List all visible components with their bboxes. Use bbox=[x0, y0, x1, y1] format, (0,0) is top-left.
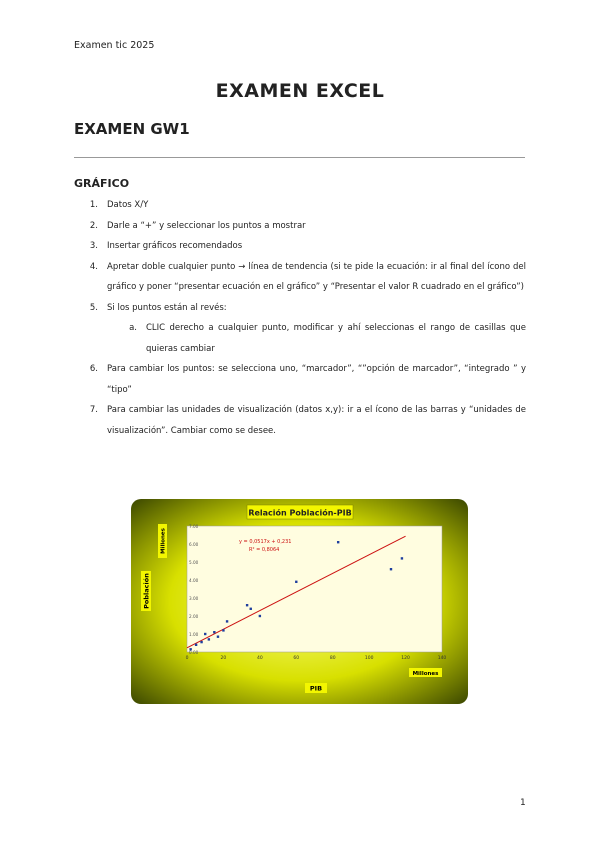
data-point bbox=[200, 641, 202, 643]
data-point bbox=[390, 568, 392, 570]
item-text: Apretar doble cualquier punto → línea de tendencia (si te pide la ecuación: ir al final del ícono del gráfico y poner “presentar ecuación en el gráfico” y “Presentar el valor R cuadrado en el gráfico”) bbox=[107, 261, 526, 292]
section-heading: GRÁFICO bbox=[74, 177, 130, 190]
x-tick-label: 0 bbox=[185, 656, 189, 661]
y-tick-label: 6.00 bbox=[189, 542, 199, 547]
x-tick-label: 120 bbox=[401, 656, 410, 661]
chart-svg bbox=[131, 499, 468, 704]
horizontal-rule bbox=[74, 157, 525, 158]
x-units-label: Millones bbox=[412, 671, 439, 677]
x-tick-label: 60 bbox=[293, 656, 300, 661]
trend-r2: R² = 0,8064 bbox=[249, 547, 280, 553]
x-tick-label: 80 bbox=[329, 656, 336, 661]
subtitle: EXAMEN GW1 bbox=[74, 120, 190, 138]
data-point bbox=[222, 629, 224, 631]
x-tick-label: 140 bbox=[437, 656, 447, 661]
item-number: 5. bbox=[89, 302, 98, 313]
y-tick-label: 4.00 bbox=[189, 578, 199, 583]
data-point bbox=[213, 631, 215, 633]
data-point bbox=[337, 541, 339, 543]
trend-equation: y = 0,0517x + 0,231 bbox=[239, 539, 292, 545]
item-text: Datos X/Y bbox=[107, 200, 149, 210]
page-number: 1 bbox=[520, 798, 526, 808]
item-number: a. bbox=[129, 323, 137, 333]
list-item bbox=[74, 195, 526, 216]
item-text: CLIC derecho a cualquier punto, modificar y ahí seleccionas el rango de casillas que quieras cambiar bbox=[146, 323, 526, 354]
item-number: 7. bbox=[89, 405, 98, 415]
data-point bbox=[195, 644, 197, 646]
x-axis-label: PIB bbox=[309, 684, 323, 693]
y-axis-label: Población bbox=[142, 573, 151, 609]
instruction-list bbox=[74, 195, 526, 441]
y-tick-label: 0.00 bbox=[189, 650, 199, 655]
y-tick-label: 2.00 bbox=[189, 614, 199, 619]
data-point bbox=[217, 636, 219, 638]
scatter-chart bbox=[131, 499, 468, 704]
x-tick-label: 100 bbox=[364, 656, 374, 661]
y-units-label: Millones bbox=[160, 528, 167, 554]
data-point bbox=[246, 604, 248, 606]
data-point bbox=[189, 648, 191, 650]
data-point bbox=[226, 620, 228, 622]
item-number: 4. bbox=[89, 261, 98, 272]
y-tick-label: 7.00 bbox=[189, 524, 199, 529]
page-header: Examen tic 2025 bbox=[74, 40, 155, 51]
list-item bbox=[74, 236, 526, 257]
list-item bbox=[74, 257, 526, 298]
y-tick-label: 3.00 bbox=[189, 596, 199, 601]
list-item bbox=[74, 359, 526, 400]
item-text: Para cambiar las unidades de visualización (datos x,y): ir a el ícono de las barras y “unidades de visualización”. Cambiar como se desee. bbox=[107, 405, 526, 436]
x-tick-label: 20 bbox=[220, 656, 227, 661]
item-text: Para cambiar los puntos: se selecciona uno, “marcador”, “”opción de marcador”, “integrado ” y “tipo” bbox=[107, 364, 526, 395]
sub-list-item bbox=[74, 318, 526, 359]
data-point bbox=[259, 615, 261, 617]
item-text: Insertar gráficos recomendados bbox=[107, 241, 243, 251]
data-point bbox=[401, 557, 403, 559]
plot-area bbox=[187, 526, 442, 652]
page-title: EXAMEN EXCEL bbox=[215, 80, 385, 102]
item-text: Darle a “+” y seleccionar los puntos a mostrar bbox=[107, 220, 306, 231]
item-number: 1. bbox=[89, 200, 98, 210]
chart-title: Relación Población-PIB bbox=[248, 508, 352, 518]
item-number: 6. bbox=[89, 364, 98, 374]
data-point bbox=[250, 608, 252, 610]
y-tick-label: 5.00 bbox=[189, 560, 199, 565]
data-point bbox=[204, 633, 206, 635]
x-tick-label: 40 bbox=[256, 656, 263, 661]
item-text: Si los puntos están al revés: bbox=[107, 302, 227, 313]
item-number: 2. bbox=[89, 220, 98, 231]
data-point bbox=[295, 581, 297, 583]
list-item bbox=[74, 400, 526, 441]
y-tick-label: 1.00 bbox=[189, 632, 199, 637]
list-item bbox=[74, 216, 526, 237]
data-point bbox=[208, 638, 210, 640]
item-number: 3. bbox=[89, 241, 98, 251]
list-item bbox=[74, 298, 526, 319]
